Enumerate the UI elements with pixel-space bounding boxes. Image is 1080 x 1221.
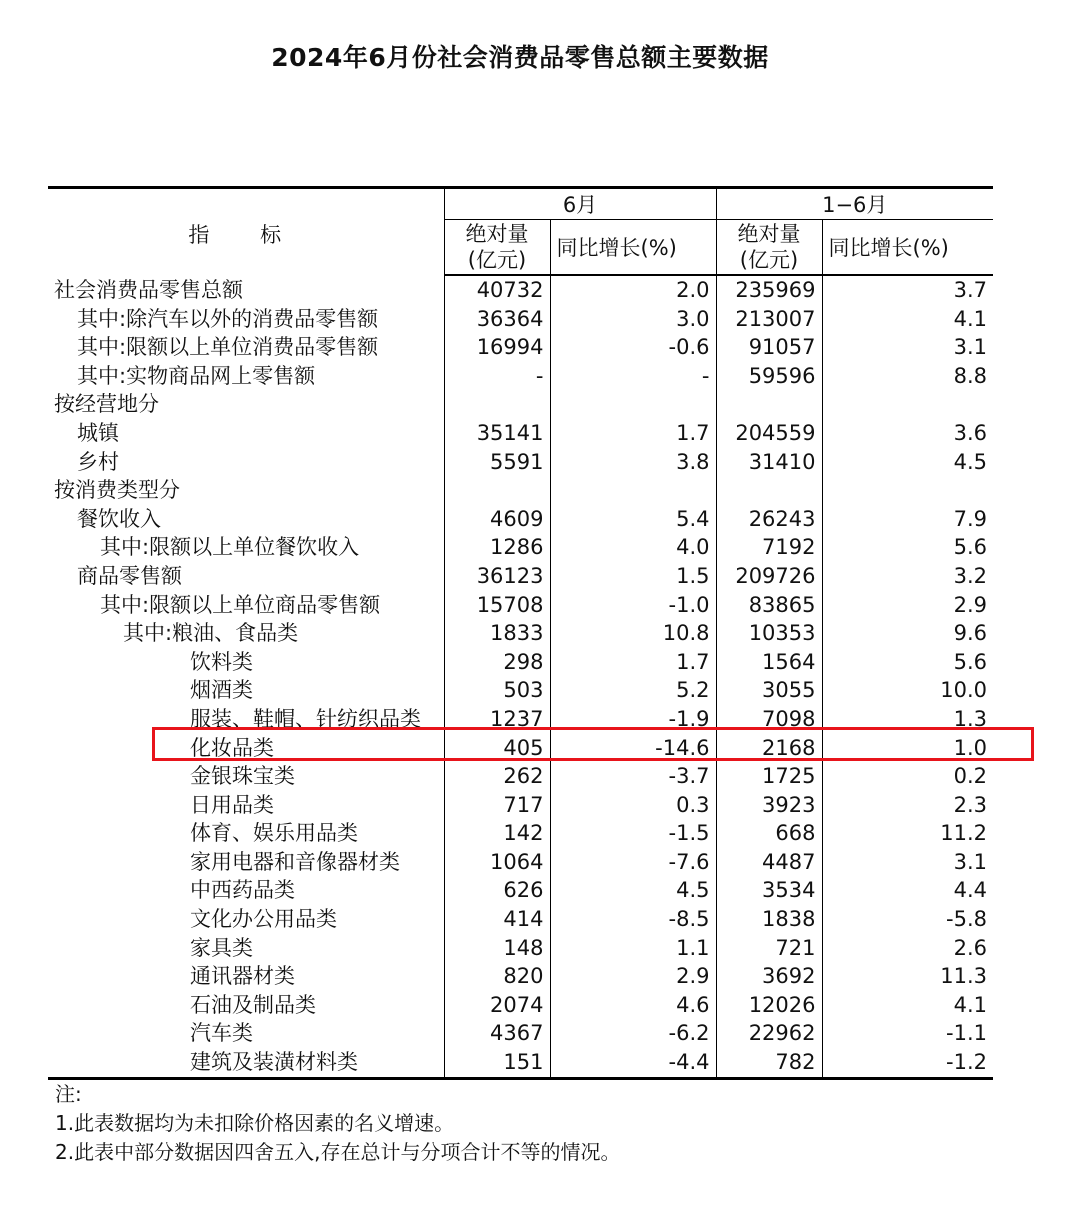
row-label: 城镇	[77, 420, 119, 445]
month-yoy-cell: 10.8	[550, 619, 716, 648]
ytd-yoy-cell: 3.2	[822, 562, 993, 591]
table-row	[48, 619, 993, 648]
table-row	[48, 305, 993, 334]
month-abs-cell: 5591	[444, 448, 550, 477]
ytd-yoy-cell: 0.2	[822, 762, 993, 791]
month-yoy-cell: -	[550, 362, 716, 391]
ytd-abs-cell: 204559	[716, 419, 822, 448]
month-abs-cell: 40732	[444, 275, 550, 305]
ytd-abs-cell: 7192	[716, 533, 822, 562]
ytd-yoy-cell	[822, 476, 993, 505]
ytd-abs-cell: 3692	[716, 962, 822, 991]
ytd-abs-cell: 59596	[716, 362, 822, 391]
month-abs-cell: 151	[444, 1048, 550, 1078]
month-yoy-cell: 2.9	[550, 962, 716, 991]
month-abs-cell: 1286	[444, 533, 550, 562]
table-row	[48, 648, 993, 677]
ytd-yoy-cell: 4.1	[822, 305, 993, 334]
month-yoy-cell: -1.9	[550, 705, 716, 734]
ytd-yoy-cell: 1.0	[822, 734, 993, 763]
ytd-abs-cell	[716, 390, 822, 419]
month-yoy-cell: -0.6	[550, 333, 716, 362]
table-row	[48, 448, 993, 477]
row-label: 金银珠宝类	[190, 764, 295, 789]
row-label: 中西药品类	[190, 878, 295, 903]
ytd-abs-cell: 91057	[716, 333, 822, 362]
ytd-abs-cell: 12026	[716, 991, 822, 1020]
table-row	[48, 876, 993, 905]
month-yoy-cell: 5.2	[550, 676, 716, 705]
ytd-yoy-cell: 8.8	[822, 362, 993, 391]
ytd-abs-cell: 3534	[716, 876, 822, 905]
month-abs-cell: 626	[444, 876, 550, 905]
table-row	[48, 962, 993, 991]
month-yoy-cell: 4.6	[550, 991, 716, 1020]
table-row	[48, 905, 993, 934]
month-abs-cell	[444, 390, 550, 419]
month-yoy-cell: 2.0	[550, 275, 716, 305]
row-label: 乡村	[77, 449, 119, 474]
table-row	[48, 848, 993, 877]
month-abs-cell: 1833	[444, 619, 550, 648]
row-label: 其中:限额以上单位餐饮收入	[100, 535, 360, 560]
ytd-abs-cell: 235969	[716, 275, 822, 305]
ytd-yoy-cell: 5.6	[822, 648, 993, 677]
month-abs-cell: 503	[444, 676, 550, 705]
row-label: 社会消费品零售总额	[54, 277, 243, 302]
row-label: 建筑及装潢材料类	[48, 1048, 444, 1078]
table-row	[48, 419, 993, 448]
row-label: 其中:限额以上单位商品零售额	[100, 592, 381, 617]
retail-sales-table	[48, 186, 993, 1080]
month-abs-cell: 717	[444, 791, 550, 820]
ytd-abs-cell: 209726	[716, 562, 822, 591]
month-yoy-cell: -4.4	[550, 1048, 716, 1078]
ytd-abs-cell: 7098	[716, 705, 822, 734]
ytd-abs-header: 绝对量 (亿元)	[716, 220, 822, 276]
ytd-abs-cell: 2168	[716, 734, 822, 763]
table-row	[48, 333, 993, 362]
ytd-yoy-cell: -5.8	[822, 905, 993, 934]
row-label: 按消费类型分	[54, 478, 180, 503]
row-label: 商品零售额	[77, 563, 182, 588]
month-abs-cell: 1237	[444, 705, 550, 734]
row-label: 服装、鞋帽、针纺织品类	[190, 706, 421, 731]
row-label: 化妆品类	[190, 735, 274, 760]
month-yoy-cell: -6.2	[550, 1019, 716, 1048]
month-abs-cell: 405	[444, 734, 550, 763]
ytd-abs-cell: 3055	[716, 676, 822, 705]
month-abs-cell: 4609	[444, 505, 550, 534]
month-yoy-cell: -7.6	[550, 848, 716, 877]
month-abs-cell: 820	[444, 962, 550, 991]
ytd-yoy-cell: -1.2	[822, 1048, 993, 1078]
row-label: 日用品类	[190, 792, 274, 817]
ytd-abs-cell: 26243	[716, 505, 822, 534]
row-label: 石油及制品类	[190, 992, 316, 1017]
ytd-yoy-cell: 4.4	[822, 876, 993, 905]
highlight-box	[152, 727, 1034, 761]
month-abs-cell: 414	[444, 905, 550, 934]
month-abs-cell: 15708	[444, 591, 550, 620]
row-label: 家用电器和音像器材类	[190, 849, 400, 874]
ytd-abs-cell	[716, 476, 822, 505]
row-label: 饮料类	[190, 649, 253, 674]
ytd-yoy-cell: 4.1	[822, 991, 993, 1020]
table-row	[48, 1048, 993, 1078]
ytd-yoy-cell: 9.6	[822, 619, 993, 648]
ytd-yoy-cell: 11.3	[822, 962, 993, 991]
month-header: 6月	[444, 188, 716, 220]
row-label: 其中:实物商品网上零售额	[77, 363, 316, 388]
table-row	[48, 275, 993, 305]
ytd-abs-cell: 22962	[716, 1019, 822, 1048]
ytd-yoy-cell: 3.7	[822, 275, 993, 305]
ytd-yoy-cell: 5.6	[822, 533, 993, 562]
month-yoy-cell: 1.1	[550, 934, 716, 963]
ytd-yoy-cell: 3.6	[822, 419, 993, 448]
table-row	[48, 476, 993, 505]
month-abs-cell	[444, 476, 550, 505]
month-abs-cell: 1064	[444, 848, 550, 877]
month-yoy-cell: 3.8	[550, 448, 716, 477]
table-body	[48, 275, 993, 1078]
month-abs-cell: 2074	[444, 991, 550, 1020]
table-row	[48, 591, 993, 620]
row-label: 餐饮收入	[77, 506, 161, 531]
month-abs-cell: 4367	[444, 1019, 550, 1048]
table-row	[48, 362, 993, 391]
month-abs-cell: 16994	[444, 333, 550, 362]
ytd-yoy-cell	[822, 390, 993, 419]
ytd-yoy-cell: 2.9	[822, 591, 993, 620]
ytd-abs-cell: 3923	[716, 791, 822, 820]
row-label: 其中:粮油、食品类	[123, 621, 299, 646]
ytd-yoy-cell: 3.1	[822, 333, 993, 362]
ytd-yoy-cell: -1.1	[822, 1019, 993, 1048]
table-row	[48, 991, 993, 1020]
month-yoy-cell: 5.4	[550, 505, 716, 534]
month-yoy-cell	[550, 476, 716, 505]
ytd-abs-cell: 213007	[716, 305, 822, 334]
row-label: 汽车类	[190, 1021, 253, 1046]
ytd-abs-cell: 721	[716, 934, 822, 963]
month-yoy-cell: 1.5	[550, 562, 716, 591]
month-abs-header: 绝对量 (亿元)	[444, 220, 550, 276]
row-label: 体育、娱乐用品类	[190, 821, 358, 846]
ytd-yoy-cell: 2.3	[822, 791, 993, 820]
ytd-abs-cell: 1838	[716, 905, 822, 934]
month-yoy-header: 同比增长(%)	[550, 220, 716, 276]
row-label: 其中:除汽车以外的消费品零售额	[77, 306, 379, 331]
ytd-abs-cell: 668	[716, 819, 822, 848]
ytd-yoy-cell: 4.5	[822, 448, 993, 477]
row-label: 通讯器材类	[190, 964, 295, 989]
row-label: 按经营地分	[54, 392, 159, 417]
table-row	[48, 533, 993, 562]
ytd-abs-cell: 1564	[716, 648, 822, 677]
table-row	[48, 1019, 993, 1048]
month-yoy-cell: 1.7	[550, 648, 716, 677]
month-abs-cell: -	[444, 362, 550, 391]
notes	[55, 1080, 620, 1167]
ytd-header: 1−6月	[716, 188, 993, 220]
ytd-yoy-cell: 1.3	[822, 705, 993, 734]
month-yoy-cell: -1.5	[550, 819, 716, 848]
month-yoy-cell: -8.5	[550, 905, 716, 934]
table-row	[48, 934, 993, 963]
ytd-yoy-cell: 7.9	[822, 505, 993, 534]
ytd-yoy-cell: 10.0	[822, 676, 993, 705]
ytd-yoy-cell: 11.2	[822, 819, 993, 848]
page-title: 2024年6月份社会消费品零售总额主要数据	[271, 43, 769, 72]
table-row	[48, 819, 993, 848]
indicator-header: 指 标	[48, 188, 444, 276]
month-yoy-cell: 3.0	[550, 305, 716, 334]
month-abs-cell: 35141	[444, 419, 550, 448]
row-label: 其中:限额以上单位消费品零售额	[77, 335, 379, 360]
ytd-abs-cell: 31410	[716, 448, 822, 477]
month-abs-cell: 142	[444, 819, 550, 848]
row-label: 文化办公用品类	[190, 907, 337, 932]
month-yoy-cell: 4.0	[550, 533, 716, 562]
ytd-abs-cell: 83865	[716, 591, 822, 620]
ytd-abs-cell: 4487	[716, 848, 822, 877]
note-2: 2.此表中部分数据因四舍五入,存在总计与分项合计不等的情况。	[55, 1140, 621, 1164]
notes-heading: 注:	[55, 1082, 82, 1106]
ytd-yoy-header: 同比增长(%)	[822, 220, 993, 276]
row-label: 家具类	[190, 935, 253, 960]
table-row	[48, 390, 993, 419]
table-row	[48, 562, 993, 591]
table-row	[48, 791, 993, 820]
month-yoy-cell: 4.5	[550, 876, 716, 905]
month-yoy-cell: 1.7	[550, 419, 716, 448]
table-row	[48, 762, 993, 791]
ytd-yoy-cell: 3.1	[822, 848, 993, 877]
month-yoy-cell: 0.3	[550, 791, 716, 820]
month-yoy-cell: -3.7	[550, 762, 716, 791]
table-row	[48, 505, 993, 534]
month-abs-cell: 148	[444, 934, 550, 963]
ytd-abs-cell: 10353	[716, 619, 822, 648]
month-abs-cell: 36123	[444, 562, 550, 591]
month-abs-cell: 298	[444, 648, 550, 677]
month-abs-cell: 262	[444, 762, 550, 791]
table-row	[48, 676, 993, 705]
row-label: 烟酒类	[190, 678, 253, 703]
month-yoy-cell: -14.6	[550, 734, 716, 763]
ytd-abs-cell: 1725	[716, 762, 822, 791]
ytd-yoy-cell: 2.6	[822, 934, 993, 963]
month-abs-cell: 36364	[444, 305, 550, 334]
month-yoy-cell	[550, 390, 716, 419]
month-yoy-cell: -1.0	[550, 591, 716, 620]
note-1: 1.此表数据均为未扣除价格因素的名义增速。	[55, 1111, 455, 1135]
ytd-abs-cell: 782	[716, 1048, 822, 1078]
